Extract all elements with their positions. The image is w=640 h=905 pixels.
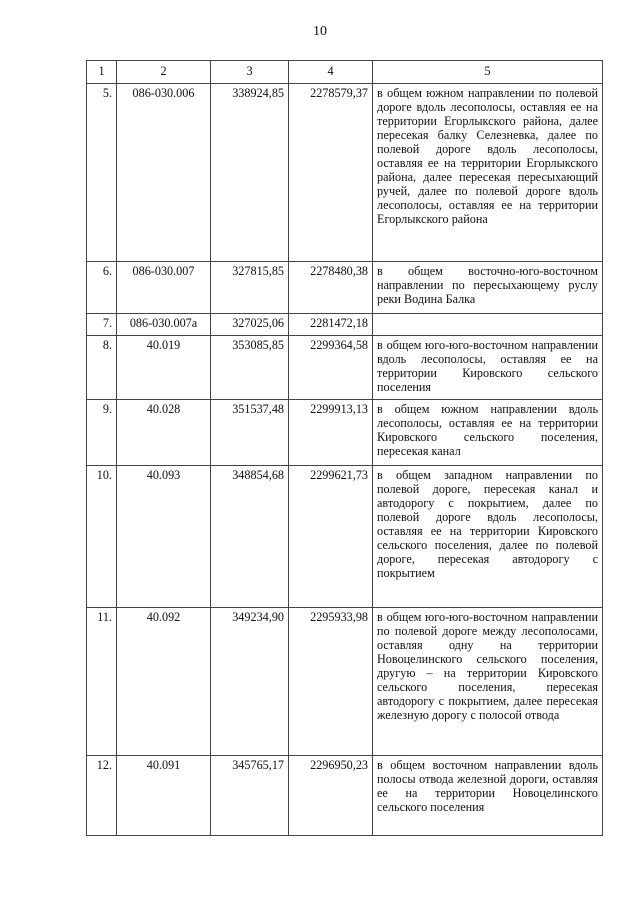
coordinate-x: 327025,06 bbox=[211, 314, 289, 336]
column-header-3: 3 bbox=[211, 61, 289, 84]
coordinate-y: 2296950,23 bbox=[289, 756, 373, 836]
coordinate-x: 327815,85 bbox=[211, 262, 289, 314]
coordinate-x: 353085,85 bbox=[211, 336, 289, 400]
table-row bbox=[87, 314, 603, 336]
page-number: 10 bbox=[313, 24, 327, 39]
table-header-row bbox=[87, 61, 603, 84]
table-row bbox=[87, 608, 603, 756]
point-code: 086-030.007а bbox=[117, 314, 211, 336]
row-number: 7. bbox=[87, 314, 117, 336]
coordinate-x: 345765,17 bbox=[211, 756, 289, 836]
table-row bbox=[87, 400, 603, 466]
row-number: 5. bbox=[87, 84, 117, 262]
point-code: 40.028 bbox=[117, 400, 211, 466]
coordinate-x: 351537,48 bbox=[211, 400, 289, 466]
boundary-description: в общем восточном направлении вдоль полосы отвода железной дороги, оставляя ее на территории Новоцелинского сельского поселения bbox=[373, 756, 603, 836]
boundary-description: в общем южном направлении вдоль лесополосы, оставляя ее на территории Кировского сельского поселения, пересекая канал bbox=[373, 400, 603, 466]
column-header-1: 1 bbox=[87, 61, 117, 84]
point-code: 40.092 bbox=[117, 608, 211, 756]
column-header-2: 2 bbox=[117, 61, 211, 84]
coordinate-y: 2299621,73 bbox=[289, 466, 373, 608]
coordinate-y: 2295933,98 bbox=[289, 608, 373, 756]
table-row bbox=[87, 336, 603, 400]
coordinate-y: 2299913,13 bbox=[289, 400, 373, 466]
table-row bbox=[87, 466, 603, 608]
boundary-description: в общем юго-юго-восточном направлении вдоль лесополосы, оставляя ее на территории Кировского сельского поселения bbox=[373, 336, 603, 400]
coordinate-x: 348854,68 bbox=[211, 466, 289, 608]
coordinate-x: 338924,85 bbox=[211, 84, 289, 262]
coordinate-x: 349234,90 bbox=[211, 608, 289, 756]
boundary-points-table bbox=[86, 60, 603, 836]
point-code: 086-030.007 bbox=[117, 262, 211, 314]
boundary-description: в общем юго-юго-восточном направлении по полевой дороге между лесополосами, оставляя одну на территории Новоцелинского сельского поселения, другую – на территории Кировского сельского поселения, пересекая автодорогу с покрытием, далее пересекая железную дорогу с полосой отвода bbox=[373, 608, 603, 756]
row-number: 6. bbox=[87, 262, 117, 314]
boundary-description: в общем восточно-юго-восточном направлении по пересыхающему руслу реки Водина Балка bbox=[373, 262, 603, 314]
point-code: 086-030.006 bbox=[117, 84, 211, 262]
table-row bbox=[87, 756, 603, 836]
row-number: 10. bbox=[87, 466, 117, 608]
column-header-4: 4 bbox=[289, 61, 373, 84]
row-number: 12. bbox=[87, 756, 117, 836]
boundary-description: в общем южном направлении по полевой дороге вдоль лесополосы, оставляя ее на территории Егорлыкского района, далее пересекая балку Селезневка, далее по полевой дороге вдоль лесополосы, оставляя ее на территории Егорлыкского района, далее пересекая пересыхающий ручей, далее по полевой дороге вдоль лесополосы, оставляя ее на территории Егорлыкского района bbox=[373, 84, 603, 262]
coordinate-y: 2278579,37 bbox=[289, 84, 373, 262]
point-code: 40.091 bbox=[117, 756, 211, 836]
row-number: 11. bbox=[87, 608, 117, 756]
boundary-description bbox=[373, 314, 603, 336]
coordinate-y: 2281472,18 bbox=[289, 314, 373, 336]
point-code: 40.093 bbox=[117, 466, 211, 608]
row-number: 9. bbox=[87, 400, 117, 466]
coordinate-y: 2278480,38 bbox=[289, 262, 373, 314]
boundary-description: в общем западном направлении по полевой дороге, пересекая канал и автодорогу с покрытием, далее по полевой дороге вдоль лесополосы, оставляя ее на территории Кировского сельского поселения, далее по полевой дороге, пересекая автодорогу с покрытием bbox=[373, 466, 603, 608]
row-number: 8. bbox=[87, 336, 117, 400]
point-code: 40.019 bbox=[117, 336, 211, 400]
coordinate-y: 2299364,58 bbox=[289, 336, 373, 400]
table-row bbox=[87, 262, 603, 314]
table-row bbox=[87, 84, 603, 262]
column-header-5: 5 bbox=[373, 61, 603, 84]
